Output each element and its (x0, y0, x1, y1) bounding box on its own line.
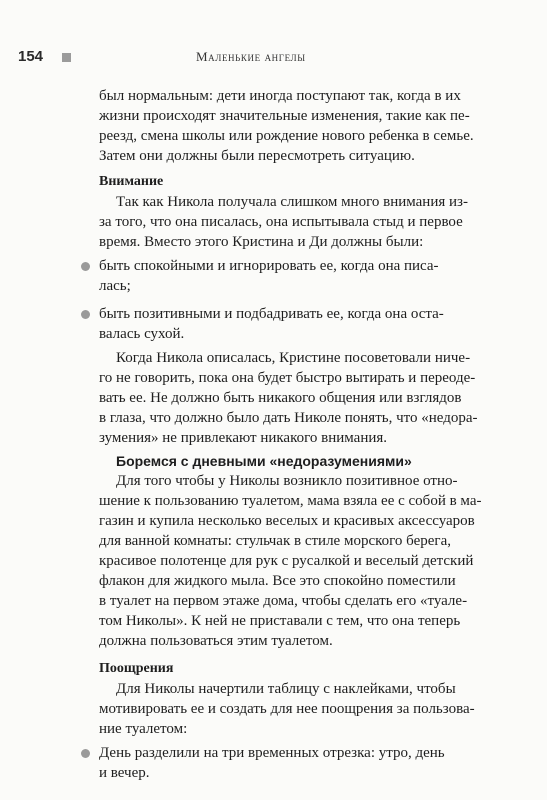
running-title: Маленькие ангелы (196, 49, 306, 64)
page-number: 154 (18, 48, 44, 65)
text-line: Затем они должны были пересмотреть ситуацию. (99, 148, 415, 164)
bullet-icon (81, 749, 90, 758)
text-line: за того, что она писалась, она испытывала стыд и первое (99, 214, 463, 230)
text-line: в глаза, что должно было дать Николе понять, что «недора- (99, 410, 478, 426)
text-line: валась сухой. (99, 326, 185, 342)
text-line: Когда Никола описалась, Кристине посоветовали ниче- (116, 350, 471, 366)
text-line: Для того чтобы у Николы возникло позитивное отно- (116, 473, 458, 489)
bullet-icon (81, 262, 90, 271)
text-line: зумения» не привлекают никакого внимания. (99, 430, 388, 446)
text-line: в туалет на первом этаже дома, чтобы сделать его «туале- (99, 593, 468, 609)
bullet-item (99, 743, 471, 783)
bullet-icon (81, 310, 90, 319)
bullet-item (99, 256, 471, 296)
text-line: реезд, смена школы или рождение нового ребенка в семье. (99, 128, 474, 144)
text-line: мотивировать ее и создать для нее поощрения за пользова- (99, 701, 475, 717)
text-line: го не говорить, пока она будет быстро вытирать и переоде- (99, 370, 476, 386)
text-line: газин и купила несколько веселых и красивых аксессуаров (99, 513, 475, 529)
text-line: жизни происходят значительные изменения, такие как пе- (99, 108, 470, 124)
section-heading: Внимание (99, 174, 164, 189)
text-line: быть спокойными и игнорировать ее, когда она писа- (99, 258, 439, 274)
text-line: время. Вместо этого Кристина и Ди должны были: (99, 234, 424, 250)
paragraph (99, 192, 471, 252)
text-line: ние туалетом: (99, 721, 188, 737)
text-line: лась; (99, 278, 131, 294)
page-body (99, 86, 482, 783)
text-line: для ванной комнаты: стульчак в стиле морского берега, (99, 533, 451, 549)
text-line: флакон для жидкого мыла. Все это спокойно поместили (99, 573, 456, 589)
text-line: красивое полотенце для рук с русалкой и веселый детский (99, 553, 474, 569)
text-line: том Николы». К ней не приставали с тем, что она теперь (99, 613, 461, 629)
text-line: День разделили на три временных отрезка: утро, день (99, 745, 445, 761)
section-heading: Поощрения (99, 661, 174, 676)
text-line: вать ее. Не должно быть никакого общения или взглядов (99, 390, 462, 406)
text-line: шение к пользованию туалетом, мама взяла ее с собой в ма- (99, 493, 482, 509)
text-line: Для Николы начертили таблицу с наклейками, чтобы (116, 681, 456, 697)
bullet-item (99, 304, 471, 344)
square-marker-icon (62, 53, 71, 62)
text-line: Так как Никола получала слишком много внимания из- (116, 194, 468, 210)
text-line: был нормальным: дети иногда поступают так, когда в их (99, 88, 461, 104)
paragraph (99, 348, 478, 448)
text-line: быть позитивными и подбадривать ее, когда она оста- (99, 306, 444, 322)
text-line: должна пользоваться этим туалетом. (99, 633, 333, 649)
paragraph (99, 679, 475, 739)
paragraph (99, 86, 474, 166)
text-line: и вечер. (99, 765, 150, 781)
page-header (18, 46, 523, 70)
section-heading: Боремся с дневными «недоразумениями» (116, 453, 412, 469)
paragraph (99, 471, 482, 651)
